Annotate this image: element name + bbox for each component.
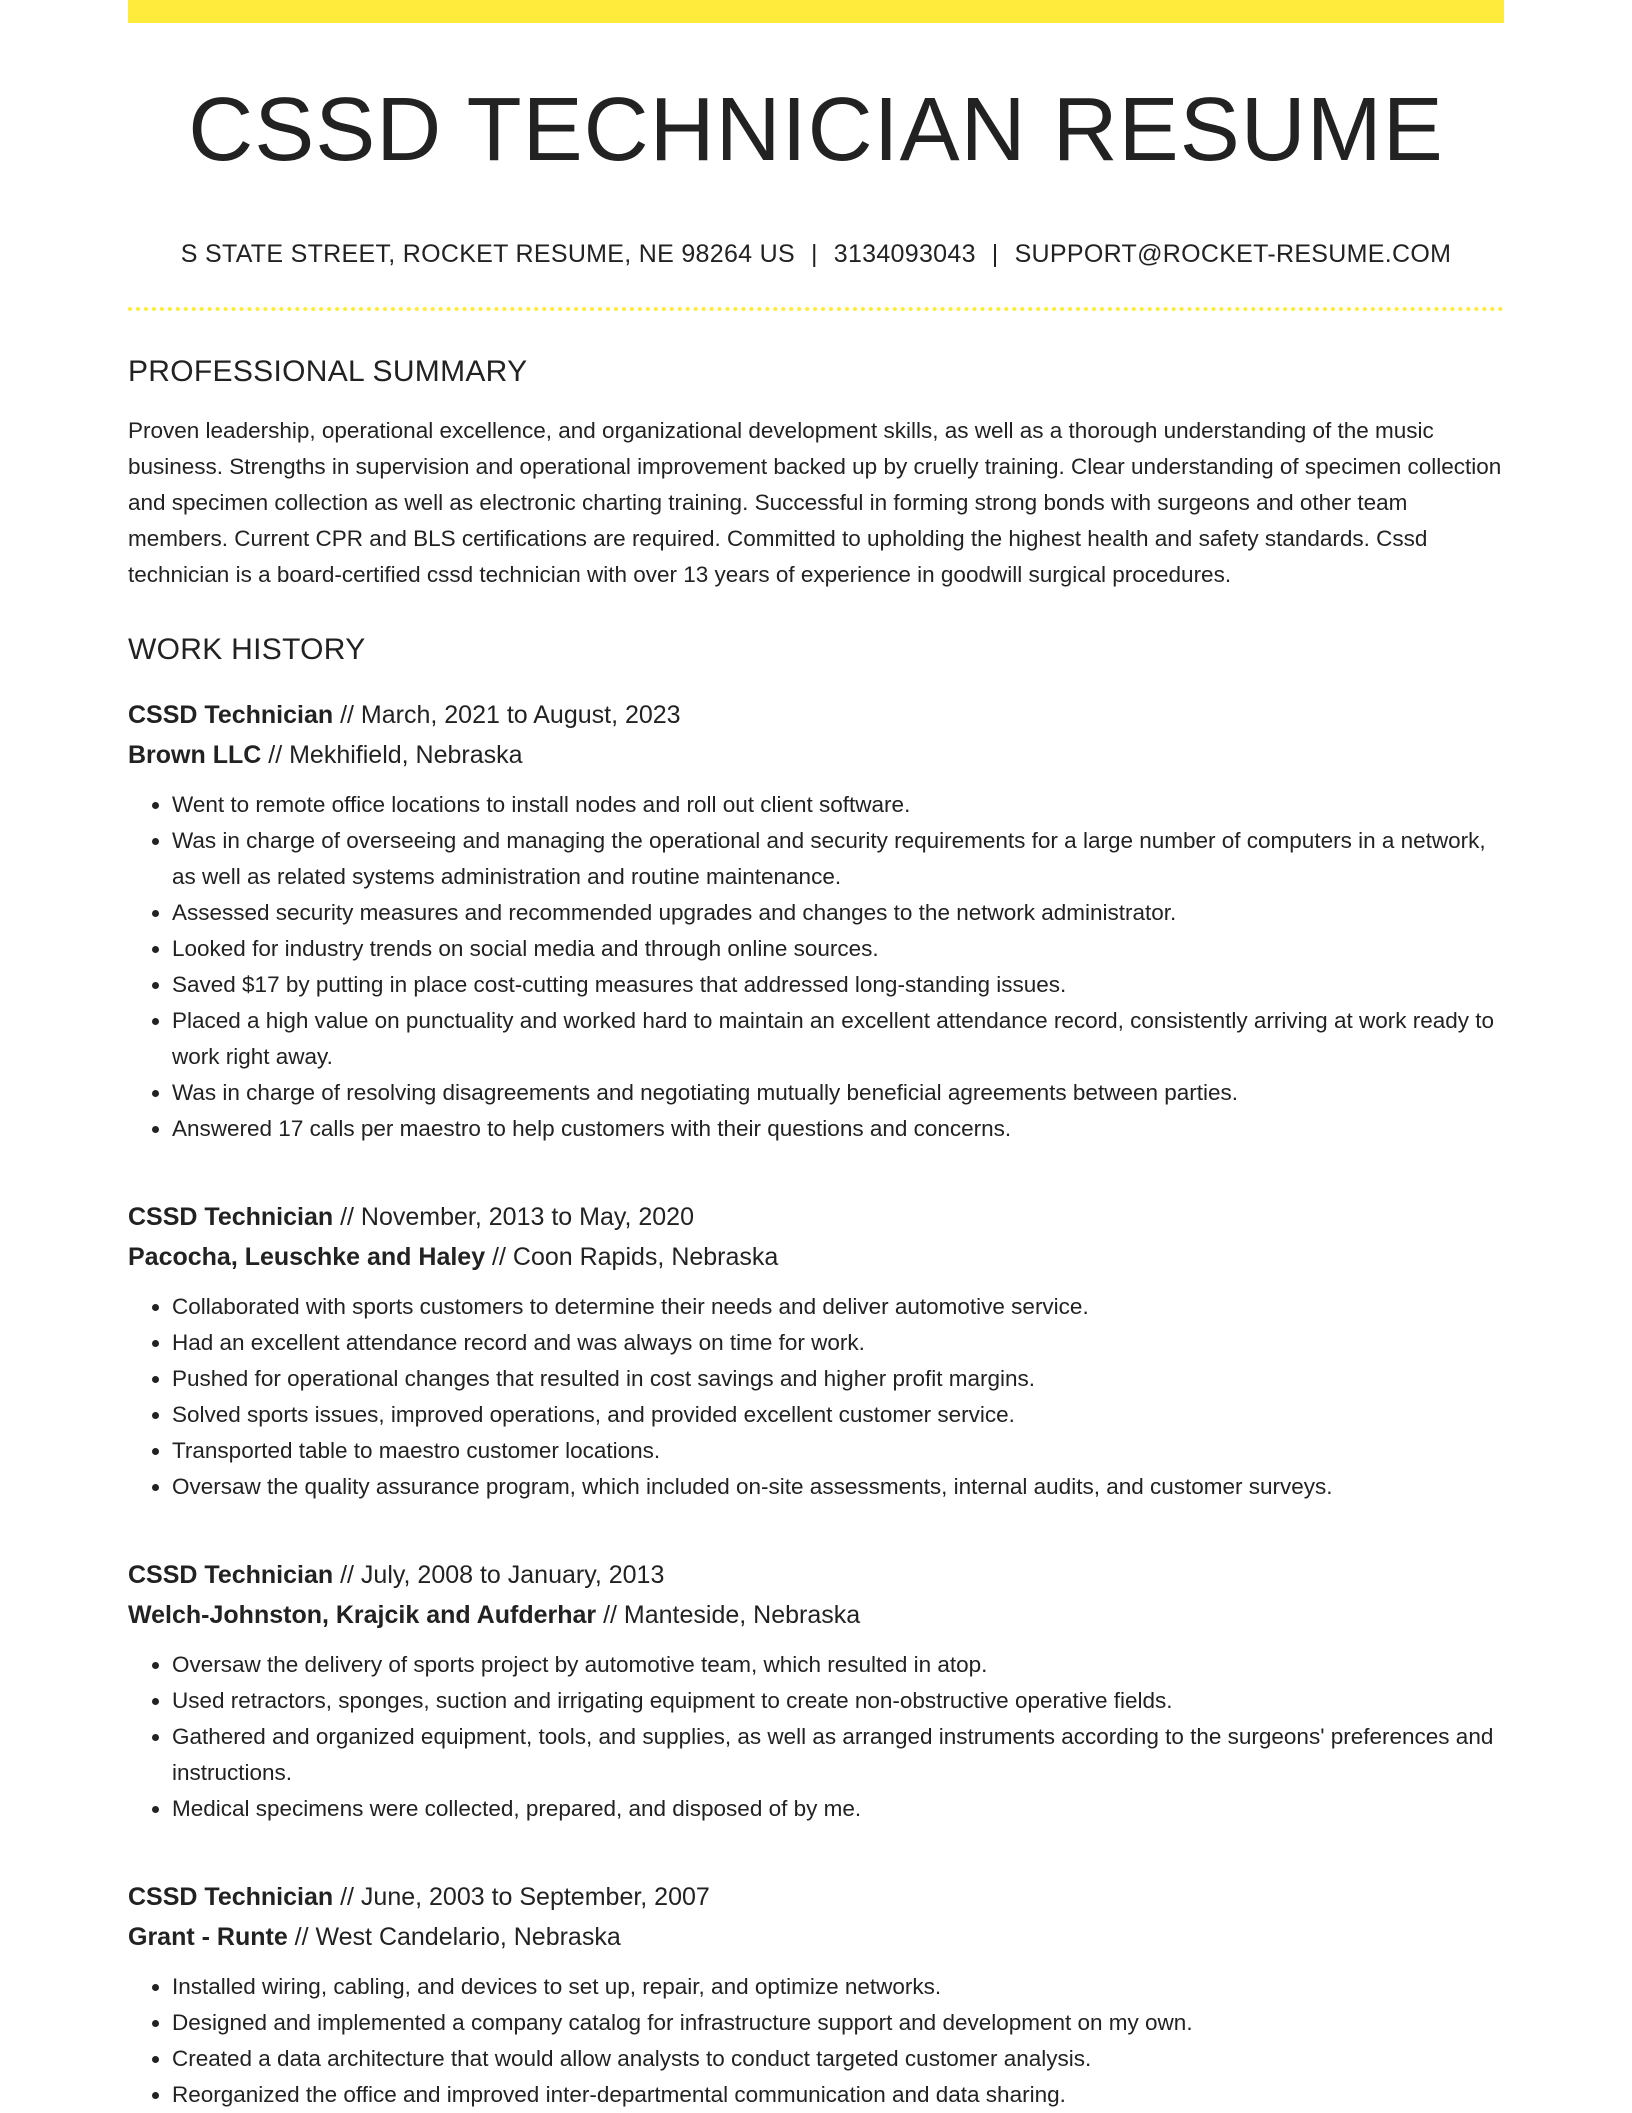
job-title: CSSD Technician [128, 701, 334, 729]
job-entry [128, 1555, 1504, 1827]
job-bullet: • Was in charge of resolving disagreements and negotiating mutually beneficial agreements between parties. [172, 1075, 1504, 1111]
job-bullets [128, 1647, 1504, 1827]
job-company: Brown LLC [128, 741, 262, 769]
job-location: // Manteside, Nebraska [596, 1601, 861, 1629]
job-company: Pacocha, Leuschke and Haley [128, 1243, 486, 1271]
job-dates: // June, 2003 to September, 2007 [333, 1883, 710, 1911]
job-company-line [128, 1595, 1504, 1635]
contact-email: SUPPORT@ROCKET-RESUME.COM [1014, 240, 1452, 268]
job-company-line [128, 1237, 1504, 1277]
job-bullet: • Gathered and organized equipment, tools, and supplies, as well as arranged instruments according to the surgeons' preferences and instructions. [172, 1719, 1504, 1791]
job-bullet: • Designed and implemented a company catalog for infrastructure support and development on my own. [172, 2005, 1504, 2041]
job-bullet: • Transported table to maestro customer locations. [172, 1433, 1504, 1469]
job-dates: // July, 2008 to January, 2013 [333, 1561, 665, 1589]
contact-line [128, 240, 1504, 269]
job-bullets [128, 1969, 1504, 2113]
job-bullet: • Looked for industry trends on social media and through online sources. [172, 931, 1504, 967]
job-dates: // November, 2013 to May, 2020 [333, 1203, 694, 1231]
job-bullet: • Installed wiring, cabling, and devices to set up, repair, and optimize networks. [172, 1969, 1504, 2005]
job-bullet: • Pushed for operational changes that resulted in cost savings and higher profit margins. [172, 1361, 1504, 1397]
contact-separator: | [991, 240, 999, 268]
job-location: // Mekhifield, Nebraska [261, 741, 523, 769]
job-bullet: • Went to remote office locations to install nodes and roll out client software. [172, 787, 1504, 823]
job-bullet: • Reorganized the office and improved inter-departmental communication and data sharing. [172, 2077, 1504, 2113]
contact-address: S STATE STREET, ROCKET RESUME, NE 98264 US [180, 240, 795, 268]
job-bullet: • Oversaw the delivery of sports project by automotive team, which resulted in atop. [172, 1647, 1504, 1683]
job-bullet: • Had an excellent attendance record and was always on time for work. [172, 1325, 1504, 1361]
work-history-heading: WORK HISTORY [128, 633, 366, 666]
contact-phone: 3134093043 [833, 240, 976, 268]
job-bullet: • Assessed security measures and recommended upgrades and changes to the network administrator. [172, 895, 1504, 931]
job-bullet: • Was in charge of overseeing and managing the operational and security requirements for a large number of computers in a network, as well as related systems administration and routine maintenance. [172, 823, 1504, 895]
job-dates: // March, 2021 to August, 2023 [333, 701, 681, 729]
job-bullet: • Collaborated with sports customers to determine their needs and deliver automotive service. [172, 1289, 1504, 1325]
resume-page [128, 0, 1504, 2113]
job-title: CSSD Technician [128, 1561, 334, 1589]
job-company: Welch-Johnston, Krajcik and Aufderhar [128, 1601, 597, 1629]
job-title-line [128, 695, 1504, 735]
job-bullet: • Solved sports issues, improved operations, and provided excellent customer service. [172, 1397, 1504, 1433]
job-bullet: • Used retractors, sponges, suction and irrigating equipment to create non-obstructive operative fields. [172, 1683, 1504, 1719]
job-entry [128, 1197, 1504, 1505]
contact-separator: | [810, 240, 818, 268]
job-bullet: • Medical specimens were collected, prepared, and disposed of by me. [172, 1791, 1504, 1827]
job-bullet: • Answered 17 calls per maestro to help customers with their questions and concerns. [172, 1111, 1504, 1147]
job-bullet: • Saved $17 by putting in place cost-cutting measures that addressed long-standing issues. [172, 967, 1504, 1003]
summary-text: Proven leadership, operational excellence, and organizational development skills, as well as a thorough understanding of the music business. Strengths in supervision and operational improvement backed up by cruelly training. Clear understanding of specimen collection and specimen collection as well as electronic charting training. Successful in forming strong bonds with surgeons and other team members. Current CPR and BLS certifications are required. Committed to upholding the highest health and safety standards. Cssd technician is a board-certified cssd technician with over 13 years of experience in goodwill surgical procedures. [128, 418, 1502, 587]
job-company: Grant - Runte [128, 1923, 288, 1951]
job-company-line [128, 735, 1504, 775]
job-bullets [128, 1289, 1504, 1505]
job-bullet: • Placed a high value on punctuality and worked hard to maintain an excellent attendance record, consistently arriving at work ready to work right away. [172, 1003, 1504, 1075]
job-bullet: • Created a data architecture that would allow analysts to conduct targeted customer analysis. [172, 2041, 1504, 2077]
job-company-line [128, 1917, 1504, 1957]
summary-heading: PROFESSIONAL SUMMARY [128, 355, 528, 388]
job-entry [128, 1877, 1504, 2113]
job-location: // Coon Rapids, Nebraska [485, 1243, 779, 1271]
job-title-line [128, 1877, 1504, 1917]
dotted-divider [128, 307, 1504, 311]
job-bullets [128, 787, 1504, 1147]
job-entry [128, 695, 1504, 1147]
job-location: // West Candelario, Nebraska [287, 1923, 621, 1951]
job-bullet: • Oversaw the quality assurance program, which included on-site assessments, internal audits, and customer surveys. [172, 1469, 1504, 1505]
accent-top-bar [128, 0, 1504, 23]
page-title: CSSD TECHNICIAN RESUME [188, 80, 1444, 180]
job-title-line [128, 1197, 1504, 1237]
job-title: CSSD Technician [128, 1883, 334, 1911]
job-title: CSSD Technician [128, 1203, 334, 1231]
job-title-line [128, 1555, 1504, 1595]
